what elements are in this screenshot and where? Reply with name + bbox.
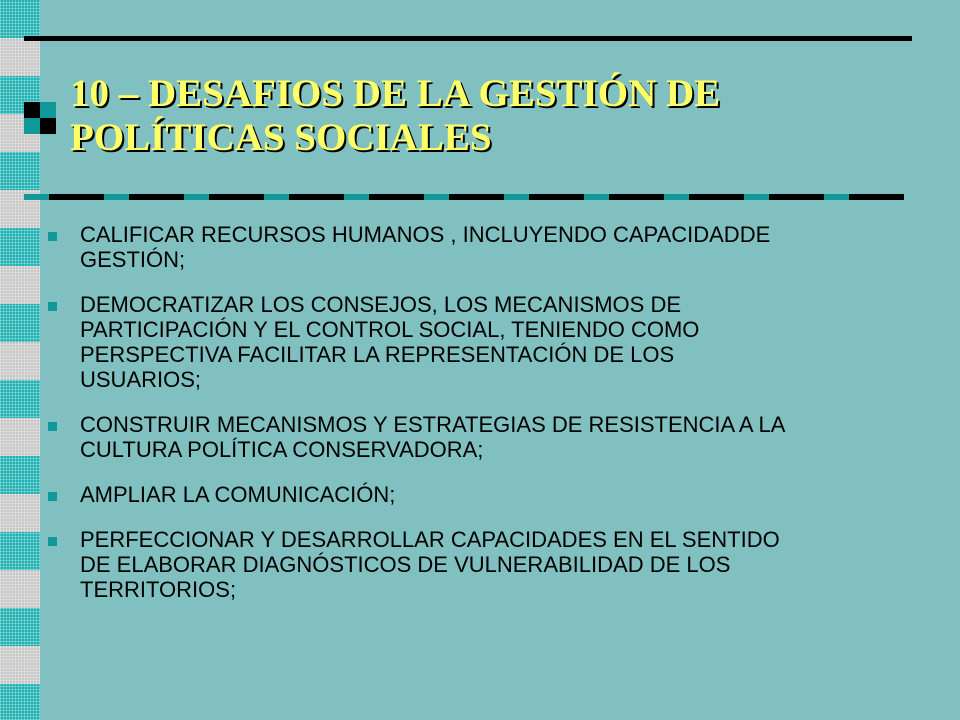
- bullet-item: [48, 222, 948, 272]
- title-dashed-rule: [24, 194, 904, 200]
- bullet-item: [48, 292, 948, 392]
- bullet-square-icon: [48, 232, 57, 241]
- top-rule: [24, 36, 912, 41]
- logo-square-icon: [24, 102, 40, 118]
- bullet-square-icon: [48, 422, 57, 431]
- bullet-line: PARTICIPACIÓN Y EL CONTROL SOCIAL, TENIENDO COMO: [80, 317, 700, 342]
- bullet-square-icon: [48, 537, 57, 546]
- bullet-line: GESTIÓN;: [80, 247, 186, 272]
- title-line: POLÍTICAS SOCIALES: [70, 116, 492, 159]
- bullet-line: USUARIOS;: [80, 367, 202, 392]
- bullet-line: PERFECCIONAR Y DESARROLLAR CAPACIDADES EN EL SENTIDO: [80, 527, 780, 552]
- bullet-line: CALIFICAR RECURSOS HUMANOS , INCLUYENDO CAPACIDADDE: [80, 222, 771, 247]
- bullet-square-icon: [48, 302, 57, 311]
- bullet-line: DEMOCRATIZAR LOS CONSEJOS, LOS MECANISMOS DE: [80, 292, 682, 317]
- bullet-line: DE ELABORAR DIAGNÓSTICOS DE VULNERABILIDAD DE LOS: [80, 552, 731, 577]
- bullet-item: [48, 412, 948, 462]
- bullet-line: PERSPECTIVA FACILITAR LA REPRESENTACIÓN DE LOS: [80, 342, 675, 367]
- bullet-item: [48, 482, 948, 507]
- slide-title: [70, 72, 930, 160]
- logo-square-icon: [40, 118, 56, 134]
- logo-square-icon: [24, 118, 40, 134]
- logo-square-icon: [40, 102, 56, 118]
- bullet-line: CULTURA POLÍTICA CONSERVADORA;: [80, 437, 484, 462]
- bullet-line: TERRITORIOS;: [80, 577, 237, 602]
- bullet-list: [48, 222, 948, 622]
- bullet-line: CONSTRUIR MECANISMOS Y ESTRATEGIAS DE RESISTENCIA A LA: [80, 412, 786, 437]
- title-line: 10 – DESAFIOS DE LA GESTIÓN DE: [70, 72, 721, 115]
- bullet-line: AMPLIAR LA COMUNICACIÓN;: [80, 482, 396, 507]
- bullet-item: [48, 527, 948, 602]
- bullet-square-icon: [48, 492, 57, 501]
